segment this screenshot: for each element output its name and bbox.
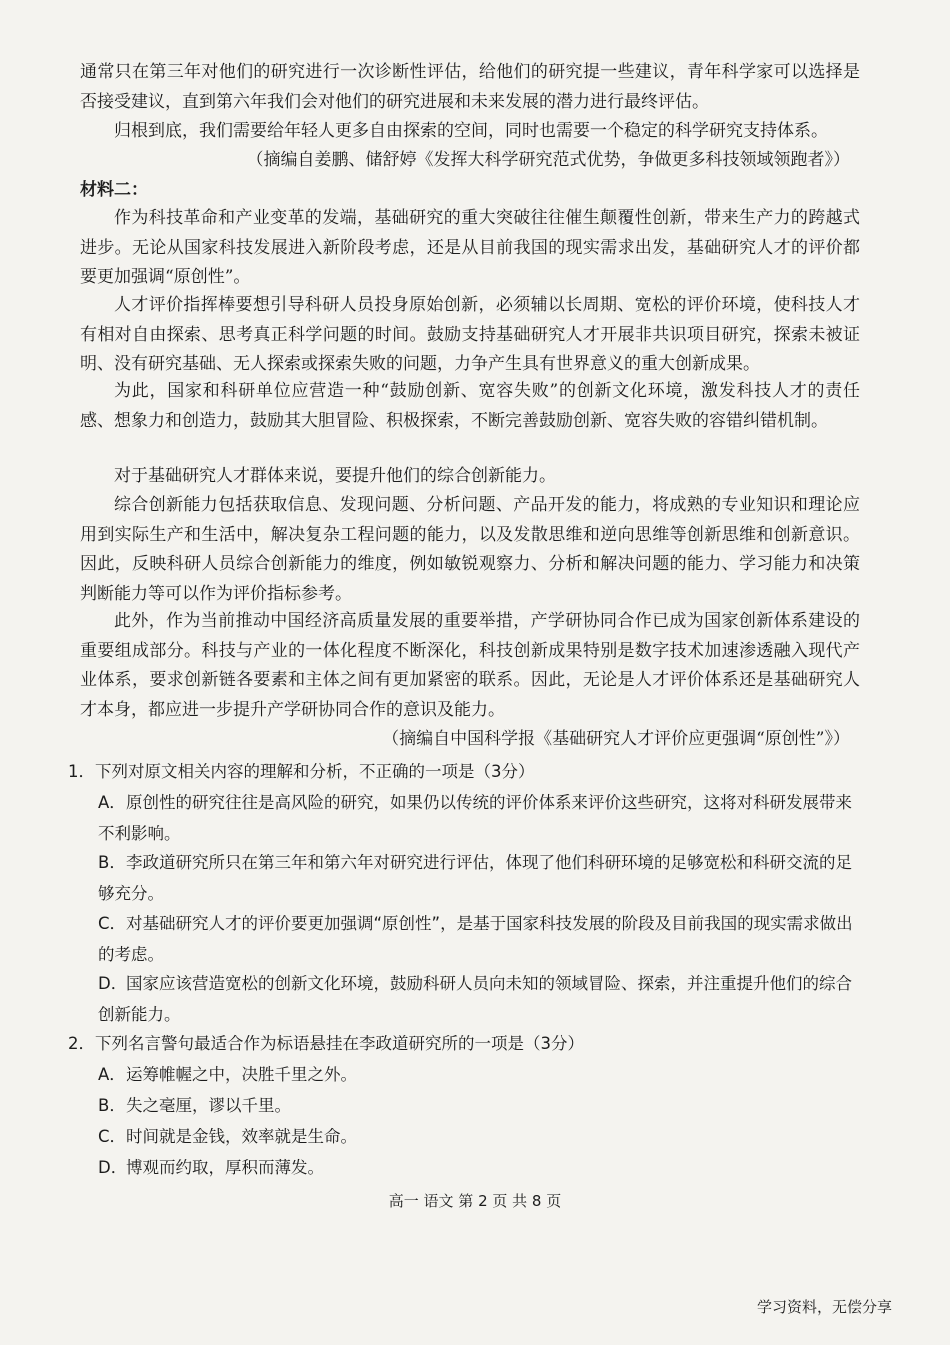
question-stem: 2．下列名言警句最适合作为标语悬挂在李政道研究所的一项是（3分） (68, 1034, 584, 1053)
option-text: 国家应该营造宽松的创新文化环境，鼓励科研人员向未知的领域冒险、探索，并注重提升他们的综合创新能力。 (98, 974, 852, 1024)
option-c (98, 908, 860, 970)
option-text: 时间就是金钱，效率就是生命。 (126, 1127, 357, 1146)
option-b (98, 847, 860, 909)
passage-paragraph: 综合创新能力包括获取信息、发现问题、分析问题、产品开发的能力，将成熟的专业知识和理论应用到实际生产和生活中，解决复杂工程问题的能力，以及发散思维和逆向思维等创新思维和创新意识。因此，反映科研人员综合创新能力的维度，例如敏锐观察力、分析和解决问题的能力、学习能力和决策判断能力等可以作为评价指标参考。 (80, 495, 860, 604)
passage-paragraph: 归根到底，我们需要给年轻人更多自由探索的空间，同时也需要一个稳定的科学研究支持体系。 (114, 121, 828, 141)
option-letter: C． (98, 1127, 127, 1146)
source-citation: （摘编自中国科学报《基础研究人才评价应更强调“原创性”》） (382, 729, 850, 749)
option-letter: C． (98, 914, 127, 933)
source-citation: （摘编自姜鹏、储舒婷《发挥大科学研究范式优势，争做更多科技领域领跑者》） (246, 150, 850, 170)
passage-paragraph: 人才评价指挥棒要想引导科研人员投身原始创新，必须辅以长周期、宽松的评价环境，使科技人才有相对自由探索、思考真正科学问题的时间。鼓励支持基础研究人才开展非共识项目研究，探索未被证明、没有研究基础、无人探索或探索失败的问题，力争产生具有世界意义的重大创新成果。 (80, 295, 860, 374)
option-d (98, 968, 860, 1030)
option-letter: A． (98, 793, 126, 812)
option-letter: D． (98, 974, 128, 993)
section-heading: 材料二： (80, 180, 148, 200)
watermark-text: 学习资料，无偿分享 (756, 1298, 892, 1316)
option-text: 李政道研究所只在第三年和第六年对研究进行评估，体现了他们科研环境的足够宽松和科研交流的足够充分。 (98, 853, 852, 903)
option-text: 运筹帷幄之中，决胜千里之外。 (126, 1065, 357, 1084)
option-letter: A． (98, 1065, 126, 1084)
question-stem: 1．下列对原文相关内容的理解和分析，不正确的一项是（3分） (68, 762, 535, 781)
option-text: 失之毫厘，谬以千里。 (126, 1096, 291, 1115)
option-text: 博观而约取，厚积而薄发。 (126, 1158, 324, 1177)
passage-paragraph: 作为科技革命和产业变革的发端，基础研究的重大突破往往催生颠覆性创新，带来生产力的跨越式进步。无论从国家科技发展进入新阶段考虑，还是从目前我国的现实需求出发，基础研究人才的评价都要更加强调“原创性”。 (80, 208, 860, 287)
passage-paragraph: 对于基础研究人才群体来说，要提升他们的综合创新能力。 (114, 466, 556, 486)
option-b (98, 1090, 860, 1121)
passage-paragraph: 通常只在第三年对他们的研究进行一次诊断性评估，给他们的研究提一些建议，青年科学家可以选择是否接受建议，直到第六年我们会对他们的研究进展和未来发展的潜力进行最终评估。 (80, 62, 860, 112)
passage-paragraph: 此外，作为当前推动中国经济高质量发展的重要举措，产学研协同合作已成为国家创新体系建设的重要组成部分。科技与产业的一体化程度不断深化，科技创新成果特别是数字技术加速渗透融入现代产业体系，要求创新链各要素和主体之间有更加紧密的联系。因此，无论是人才评价体系还是基础研究人才本身，都应进一步提升产学研协同合作的意识及能力。 (80, 611, 860, 720)
option-d (98, 1152, 860, 1183)
option-text: 对基础研究人才的评价要更加强调“原创性”，是基于国家科技发展的阶段及目前我国的现实需求做出的考虑。 (98, 914, 853, 964)
option-a (98, 787, 860, 849)
option-text: 原创性的研究往往是高风险的研究，如果仍以传统的评价体系来评价这些研究，这将对科研发展带来不利影响。 (98, 793, 852, 843)
passage-paragraph: 为此，国家和科研单位应营造一种“鼓励创新、宽容失败”的创新文化环境，激发科技人才的责任感、想象力和创造力，鼓励其大胆冒险、积极探索，不断完善鼓励创新、宽容失败的容错纠错机制。 (80, 381, 860, 431)
option-letter: B． (98, 853, 126, 872)
option-letter: D． (98, 1158, 128, 1177)
option-a (98, 1059, 860, 1090)
option-c (98, 1121, 860, 1152)
option-letter: B． (98, 1096, 126, 1115)
page-footer: 高一 语文 第 2 页 共 8 页 (388, 1192, 562, 1210)
